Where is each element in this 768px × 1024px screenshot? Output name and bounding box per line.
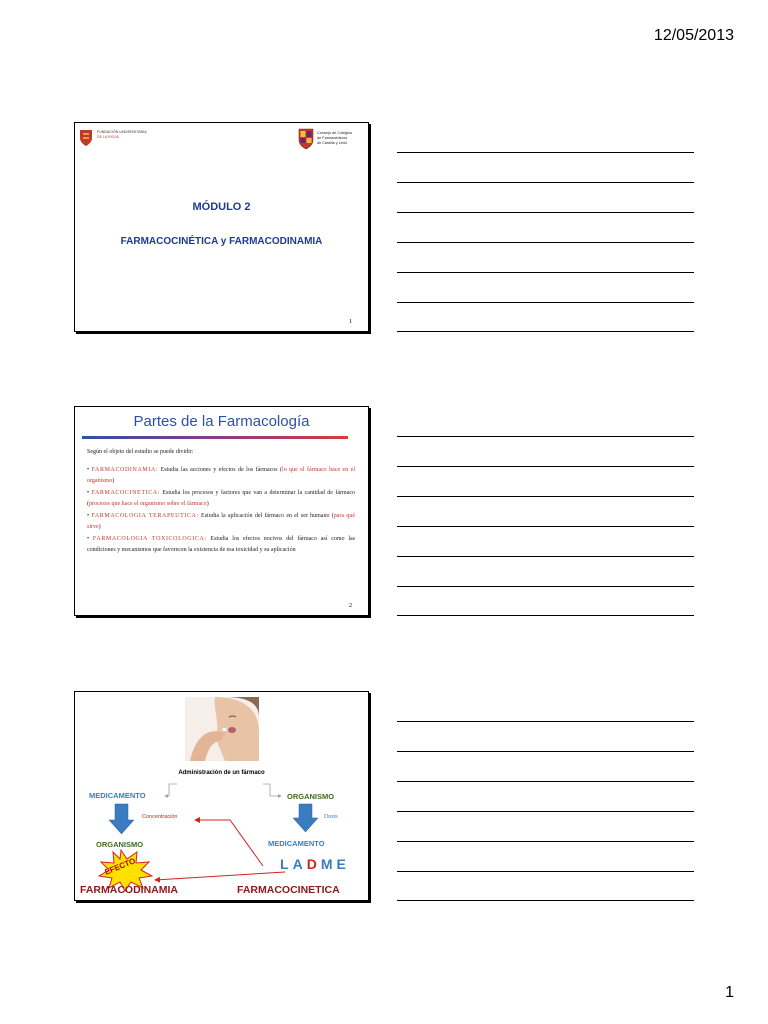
page-number: 1: [725, 984, 734, 1001]
arrow-to-organismo: [263, 784, 281, 796]
logo-left-line2: DE LA RIOJA: [97, 135, 119, 139]
ladme-letter: A: [292, 856, 307, 872]
slide-1-title: MÓDULO 2: [192, 201, 251, 213]
effect-arrow: [155, 872, 285, 880]
farmacodinamia-label: FARMACODINAMIA: [80, 884, 178, 896]
arrow-to-medicamento: [165, 784, 177, 796]
dosis-label: Dosis: [324, 814, 338, 820]
slide-2-intro: Según el objeto del estudio se puede dividir:: [87, 449, 194, 455]
organismo-label-left: ORGANISMO: [96, 840, 144, 849]
logo-left-line1: FUNDACIÓN UNIVERSITARIA: [97, 130, 147, 134]
notes-lines-2: [397, 436, 694, 618]
print-date: 12/05/2013: [653, 27, 734, 44]
slide-1-subtitle: FARMACOCINÉTICA y FARMACODINAMIA: [120, 236, 323, 247]
logo-right-line3: de Castilla y León: [317, 141, 348, 145]
title-rule: [82, 436, 348, 439]
efecto-label: EFECTO: [103, 856, 137, 877]
list-item: • FARMACOCINETICA: Estudia los procesos y factores que van a determinar la cantidad de fármaco (procesos que hace el organismo sobre el fármaco): [87, 489, 355, 507]
ladme-letter: E: [336, 856, 350, 872]
ladme-letter: L: [280, 856, 293, 872]
list-item: • FARMACODINAMIA: Estudia las acciones y efectos de los fármacos (lo que el fármaco hace en el organismo): [87, 466, 355, 484]
logo-right-line1: Consejo de Colegios: [317, 131, 353, 135]
slide-number: 1: [349, 319, 352, 325]
ladme-acronym: [280, 856, 350, 872]
crest-icon: [298, 128, 314, 150]
ladme-letter: D: [306, 856, 321, 872]
medicamento-label-left: MEDICAMENTO: [89, 791, 146, 800]
concentration-arrow: [195, 820, 263, 866]
list-item: • FARMACOLOGIA TERAPEUTICA: Estudia la aplicación del fármaco en el ser humano (para qué sirve): [87, 512, 355, 530]
university-logo: [79, 128, 149, 150]
notes-lines-3: [397, 721, 694, 903]
down-arrow-right: [293, 804, 318, 832]
concentracion-label: Concentración: [142, 814, 178, 820]
down-arrow-left: [109, 804, 134, 834]
slide-1: [74, 122, 369, 332]
ladme-letter: M: [320, 856, 337, 872]
administration-label: Administración de un fármaco: [178, 770, 265, 776]
farmacocinetica-label: FARMACOCINETICA: [237, 884, 340, 896]
shield-icon: [79, 129, 93, 147]
slide-number: 2: [349, 603, 352, 609]
logo-right-line2: de Farmacéuticos: [317, 136, 348, 140]
slide-3: [74, 691, 369, 901]
medicamento-label-right: MEDICAMENTO: [268, 839, 325, 848]
notes-lines-1: [397, 152, 694, 334]
council-logo: [298, 128, 360, 152]
slide-2-title: Partes de la Farmacología: [133, 413, 310, 430]
slide-2: [74, 406, 369, 616]
organismo-label-right: ORGANISMO: [287, 792, 335, 801]
list-item: • FARMACOLOGIA TOXICOLOGICA: Estudia los efectos nocivos del fármaco así como las condiciones y mecanismos que favorecen la existencia de esa toxicidad y su aplicación: [87, 535, 355, 553]
slide-2-body: [87, 447, 355, 557]
